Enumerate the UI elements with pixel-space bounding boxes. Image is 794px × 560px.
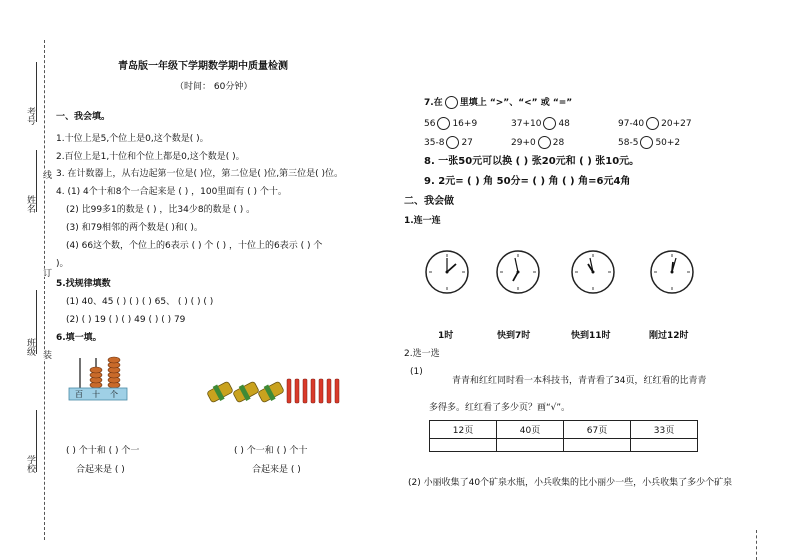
option-40: 40页 xyxy=(497,421,564,439)
check-cell-12[interactable] xyxy=(430,439,497,452)
fill-sticks-total: 合起来是 ( ) xyxy=(252,465,301,475)
abacus-label-ones: 个 xyxy=(110,390,118,399)
compare-circle-input[interactable] xyxy=(538,136,551,149)
option-12: 12页 xyxy=(430,421,497,439)
question-4-3: (3) 和79相邻的两个数是( )和( )。 xyxy=(66,223,203,233)
pattern-row-1: (1) 40、45 ( ) ( ) ( ) 65、 ( ) ( ) ( ) xyxy=(66,297,214,307)
option-33: 33页 xyxy=(631,421,698,439)
question-4-2: (2) 比99多1的数是 ( ) ，比34少8的数是 ( ) 。 xyxy=(66,205,256,215)
question-1: 1.十位上是5,个位上是0,这个数是( )。 xyxy=(56,134,209,144)
option-67: 67页 xyxy=(564,421,631,439)
clock-label-1: 1时 xyxy=(438,331,454,341)
section-2-heading: 二、我会做 xyxy=(404,196,454,207)
exam-no-line xyxy=(36,62,37,122)
compare-circle-input[interactable] xyxy=(446,136,459,149)
name-label: 姓名 xyxy=(25,195,35,213)
circle-icon xyxy=(445,96,458,109)
page-title: 青岛版一年级下学期数学期中质量检测 xyxy=(118,61,288,72)
school-label: 学校 xyxy=(25,455,35,473)
clock-label-4: 刚过12时 xyxy=(649,331,689,341)
class-line xyxy=(36,290,37,354)
compare-heading xyxy=(424,96,572,109)
school-line xyxy=(36,410,37,472)
clock-icon xyxy=(651,251,693,293)
section-1-heading: 一、我会填。 xyxy=(56,112,111,122)
check-cell-67[interactable] xyxy=(564,439,631,452)
seal-char-2: 订 xyxy=(41,268,51,277)
compare-heading-head: 7.在 xyxy=(424,98,443,108)
clock-label-3: 快到11时 xyxy=(571,331,611,341)
check-cell-40[interactable] xyxy=(497,439,564,452)
exam-no-label: 考号 xyxy=(25,107,35,125)
compare-3: 97-40 20+27 xyxy=(618,119,692,129)
seal-char-1: 线 xyxy=(41,170,51,179)
name-line xyxy=(36,150,37,212)
compare-1: 56 16+9 xyxy=(424,119,478,129)
clocks-image xyxy=(422,248,762,300)
question-8: 8. 一张50元可以换 ( ) 张20元和 ( ) 张10元。 xyxy=(424,156,640,167)
question-4-1: 4. (1) 4个十和8个一合起来是 ( ) ，100里面有 ( ) 个十。 xyxy=(56,187,287,197)
cut-line xyxy=(44,40,45,540)
pattern-row-2: (2) ( ) 19 ( ) ( ) 49 ( ) ( ) 79 xyxy=(66,315,186,325)
time-limit: （时间： 60分钟） xyxy=(175,82,253,92)
fill-heading: 6.填一填。 xyxy=(56,333,102,343)
compare-circle-input[interactable] xyxy=(543,117,556,130)
compare-circle-input[interactable] xyxy=(640,136,653,149)
clock-icon xyxy=(497,251,539,293)
problem-1-line-1: 青青和红红同时看一本科技书，青青看了34页，红红看的比青青 xyxy=(452,376,707,386)
class-label: 班级 xyxy=(25,338,35,356)
compare-circle-input[interactable] xyxy=(437,117,450,130)
compare-2: 37+10 48 xyxy=(511,119,570,129)
compare-6: 58-5 50+2 xyxy=(618,138,681,148)
question-4-4: (4) 66这个数，个位上的6表示 ( ) 个 ( ) ，十位上的6表示 ( ) 个 xyxy=(66,241,323,251)
problem-1-number: (1) xyxy=(410,367,423,377)
fill-sticks: ( ) 个一和 ( ) 个十 xyxy=(234,446,308,456)
clock-icon xyxy=(426,251,468,293)
right-cut-line xyxy=(756,530,757,560)
fill-abacus: ( ) 个十和 ( ) 个一 xyxy=(66,446,140,456)
compare-circle-input[interactable] xyxy=(646,117,659,130)
compare-4: 35-8 27 xyxy=(424,138,473,148)
question-2: 2.百位上是1,十位和个位上都是0,这个数是( )。 xyxy=(56,152,245,162)
fill-abacus-total: 合起来是 ( ) xyxy=(76,465,125,475)
question-9: 9. 2元= ( ) 角 50分= ( ) 角 ( ) 角=6元4角 xyxy=(424,176,631,187)
problem-1-line-2: 多得多。红红看了多少页？画“√”。 xyxy=(429,403,571,413)
question-4-4-tail: )。 xyxy=(56,259,69,269)
pattern-heading: 5.找规律填数 xyxy=(56,279,111,289)
seal-char-3: 装 xyxy=(41,350,51,359)
compare-heading-tail: 里填上 “>”、“<” 或 “=” xyxy=(459,98,573,108)
problem-2: (2) 小丽收集了40个矿泉水瓶，小兵收集的比小丽少一些，小兵收集了多少个矿泉 xyxy=(408,478,733,488)
question-3: 3. 在计数器上，从右边起第一位是( )位，第二位是( )位,第三位是( )位。 xyxy=(56,169,343,179)
compare-5: 29+0 28 xyxy=(511,138,565,148)
clock-label-2: 快到7时 xyxy=(497,331,531,341)
abacus-label-hundreds: 百 xyxy=(75,390,83,399)
choose-heading: 2.选一选 xyxy=(404,349,440,359)
match-heading: 1.连一连 xyxy=(404,216,441,226)
check-cell-33[interactable] xyxy=(631,439,698,452)
answer-options-table xyxy=(429,420,698,452)
clock-icon xyxy=(572,251,614,293)
sticks-image xyxy=(204,376,344,406)
abacus-label-tens: 十 xyxy=(92,390,100,399)
